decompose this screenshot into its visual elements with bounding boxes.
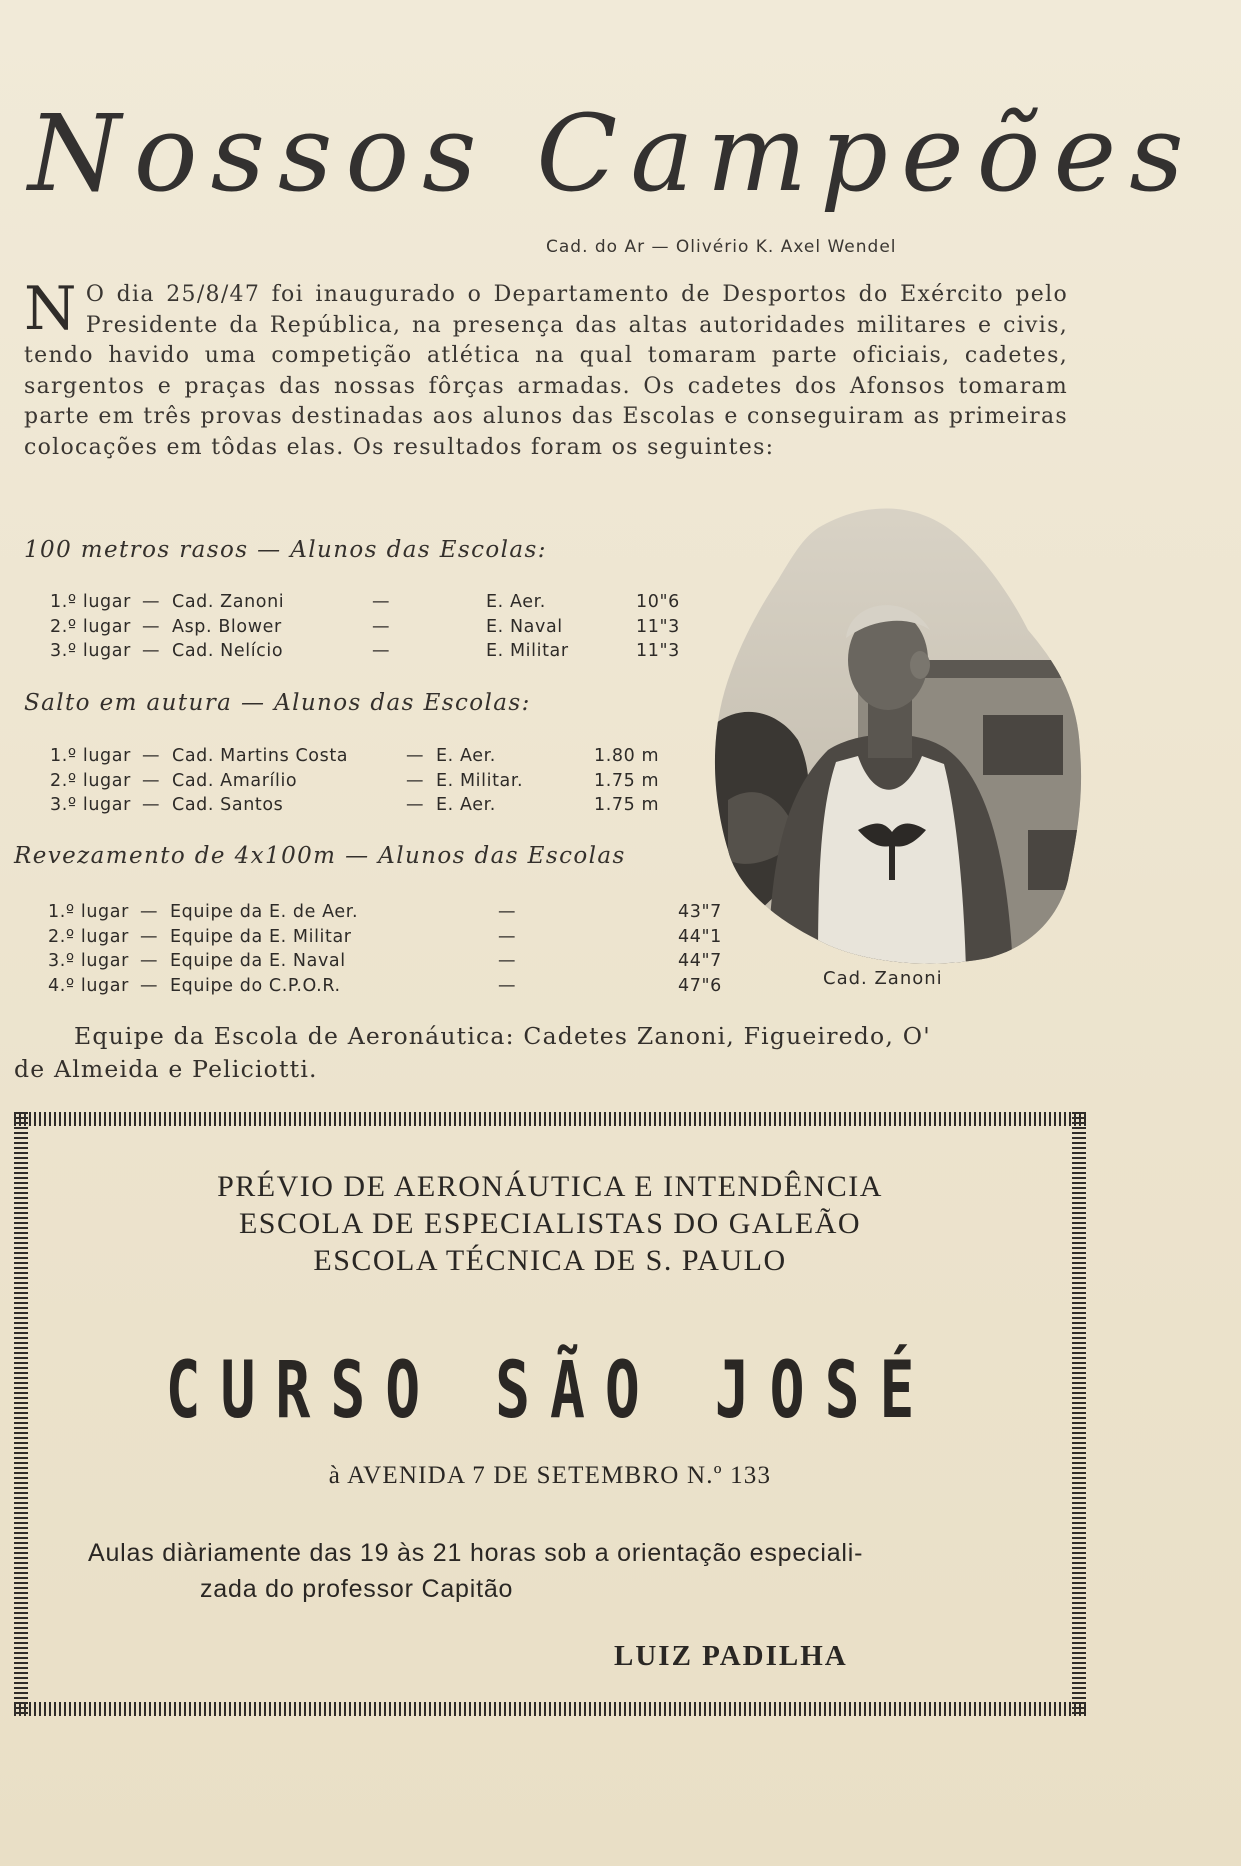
team-note bbox=[14, 1020, 1064, 1086]
dash-cell: — bbox=[142, 795, 161, 816]
ad-body bbox=[88, 1535, 1018, 1607]
athlete-photo-illustration bbox=[708, 500, 1086, 968]
mark-cell: 11"3 bbox=[636, 616, 680, 637]
dash-cell: — bbox=[406, 770, 425, 791]
dash-cell: — bbox=[372, 616, 391, 637]
mark-cell: 44"7 bbox=[678, 951, 722, 972]
mark-cell: 43"7 bbox=[678, 902, 722, 923]
dash-cell: — bbox=[142, 641, 161, 662]
place-cell: 3.º lugar bbox=[50, 641, 131, 662]
school-cell: E. Militar. bbox=[436, 770, 524, 791]
dash-cell: — bbox=[142, 746, 161, 767]
athlete-cell: Cad. Nelício bbox=[172, 641, 284, 662]
ad-school-3: ESCOLA TÉCNICA DE S. PAULO bbox=[313, 1244, 787, 1277]
place-cell: 1.º lugar bbox=[50, 746, 131, 767]
event-heading-100m: 100 metros rasos — Alunos das Escolas: bbox=[24, 537, 547, 563]
dash-cell: — bbox=[498, 951, 517, 972]
team-note-line-1: Equipe da Escola de Aeronáutica: Cadetes Zanoni, Figueiredo, O' bbox=[74, 1022, 931, 1050]
byline: Cad. do Ar — Olivério K. Axel Wendel bbox=[546, 237, 897, 257]
school-cell: E. Militar bbox=[486, 641, 569, 662]
photo-scene bbox=[708, 500, 1086, 968]
table-row bbox=[48, 949, 744, 974]
athlete-photo bbox=[708, 500, 1086, 968]
mark-cell: 1.75 m bbox=[594, 770, 660, 791]
results-table-100m bbox=[50, 590, 696, 664]
dash-cell: — bbox=[140, 951, 159, 972]
page-title: Nossos Campeões bbox=[28, 92, 1197, 215]
table-row bbox=[50, 744, 674, 769]
dash-cell: — bbox=[406, 795, 425, 816]
mark-cell: 47"6 bbox=[678, 975, 722, 996]
team-cell: Equipe da E. Militar bbox=[170, 926, 352, 947]
ad-school-2: ESCOLA DE ESPECIALISTAS DO GALEÃO bbox=[238, 1207, 862, 1240]
dash-cell: — bbox=[140, 926, 159, 947]
dash-cell: — bbox=[498, 975, 517, 996]
ad-body-line-2: zada do professor Capitão bbox=[200, 1575, 514, 1603]
ad-teacher-name: LUIZ PADILHA bbox=[614, 1640, 848, 1672]
place-cell: 2.º lugar bbox=[50, 770, 131, 791]
school-cell: E. Aer. bbox=[436, 746, 496, 767]
team-cell: Equipe da E. de Aer. bbox=[170, 902, 359, 923]
place-cell: 1.º lugar bbox=[48, 902, 129, 923]
athlete-cell: Cad. Zanoni bbox=[172, 592, 285, 613]
dash-cell: — bbox=[498, 926, 517, 947]
table-row bbox=[50, 615, 696, 640]
table-row bbox=[50, 793, 674, 818]
table-row bbox=[50, 639, 696, 664]
team-cell: Equipe do C.P.O.R. bbox=[170, 975, 341, 996]
athlete-cell: Asp. Blower bbox=[172, 616, 282, 637]
dash-cell: — bbox=[406, 746, 425, 767]
mark-cell: 1.80 m bbox=[594, 746, 660, 767]
dash-cell: — bbox=[498, 902, 517, 923]
place-cell: 2.º lugar bbox=[48, 926, 129, 947]
dash-cell: — bbox=[140, 975, 159, 996]
athlete-cell: Cad. Martins Costa bbox=[172, 746, 349, 767]
results-table-relay bbox=[48, 900, 744, 998]
school-cell: E. Aer. bbox=[436, 795, 496, 816]
mark-cell: 11"3 bbox=[636, 641, 680, 662]
photo-caption: Cad. Zanoni bbox=[823, 968, 943, 989]
event-heading-high-jump: Salto em autura — Alunos das Escolas: bbox=[24, 690, 531, 716]
table-row bbox=[48, 925, 744, 950]
table-row bbox=[48, 900, 744, 925]
place-cell: 1.º lugar bbox=[50, 592, 131, 613]
ad-address: à AVENIDA 7 DE SETEMBRO N.º 133 bbox=[328, 1462, 772, 1489]
mark-cell: 10"6 bbox=[636, 592, 680, 613]
school-cell: E. Naval bbox=[486, 616, 563, 637]
table-row bbox=[50, 590, 696, 615]
ad-border-bottom bbox=[14, 1702, 1086, 1716]
team-cell: Equipe da E. Naval bbox=[170, 951, 346, 972]
drop-cap: N bbox=[24, 274, 78, 344]
results-table-high-jump bbox=[50, 744, 674, 818]
dash-cell: — bbox=[142, 592, 161, 613]
mark-cell: 44"1 bbox=[678, 926, 722, 947]
ad-border-top bbox=[14, 1112, 1086, 1126]
mark-cell: 1.75 m bbox=[594, 795, 660, 816]
place-cell: 4.º lugar bbox=[48, 975, 129, 996]
dash-cell: — bbox=[140, 902, 159, 923]
event-heading-relay: Revezamento de 4x100m — Alunos das Escolas bbox=[14, 843, 626, 869]
team-note-line-2: de Almeida e Peliciotti. bbox=[14, 1055, 318, 1083]
intro-text: O dia 25/8/47 foi inaugurado o Departamento de Desportos do Exército pelo Presidente da República, na presença das altas autoridades militares e civis, tendo havido uma competição atlética na qual tomaram parte oficiais, cadetes, sargentos e praças das nossas fôrças armadas. Os cadetes dos Afonsos tomaram parte em três provas destinadas aos alunos das Escolas e conseguiram as primeiras colocações em tôdas elas. Os resultados foram os seguintes: bbox=[24, 282, 1068, 460]
table-row bbox=[50, 769, 674, 794]
dash-cell: — bbox=[142, 616, 161, 637]
dash-cell: — bbox=[372, 641, 391, 662]
athlete-cell: Cad. Amarílio bbox=[172, 770, 298, 791]
dash-cell: — bbox=[372, 592, 391, 613]
place-cell: 3.º lugar bbox=[50, 795, 131, 816]
advertisement-box bbox=[14, 1112, 1086, 1716]
ad-school-1: PRÉVIO DE AERONÁUTICA E INTENDÊNCIA bbox=[217, 1170, 883, 1203]
school-cell: E. Aer. bbox=[486, 592, 546, 613]
place-cell: 2.º lugar bbox=[50, 616, 131, 637]
table-row bbox=[48, 974, 744, 999]
intro-paragraph bbox=[24, 274, 1068, 463]
dash-cell: — bbox=[142, 770, 161, 791]
place-cell: 3.º lugar bbox=[48, 951, 129, 972]
ad-body-line-1: Aulas diàriamente das 19 às 21 horas sob a orientação especiali- bbox=[88, 1539, 864, 1567]
athlete-cell: Cad. Santos bbox=[172, 795, 284, 816]
ad-course-name: CURSO SÃO JOSÉ bbox=[165, 1344, 935, 1436]
